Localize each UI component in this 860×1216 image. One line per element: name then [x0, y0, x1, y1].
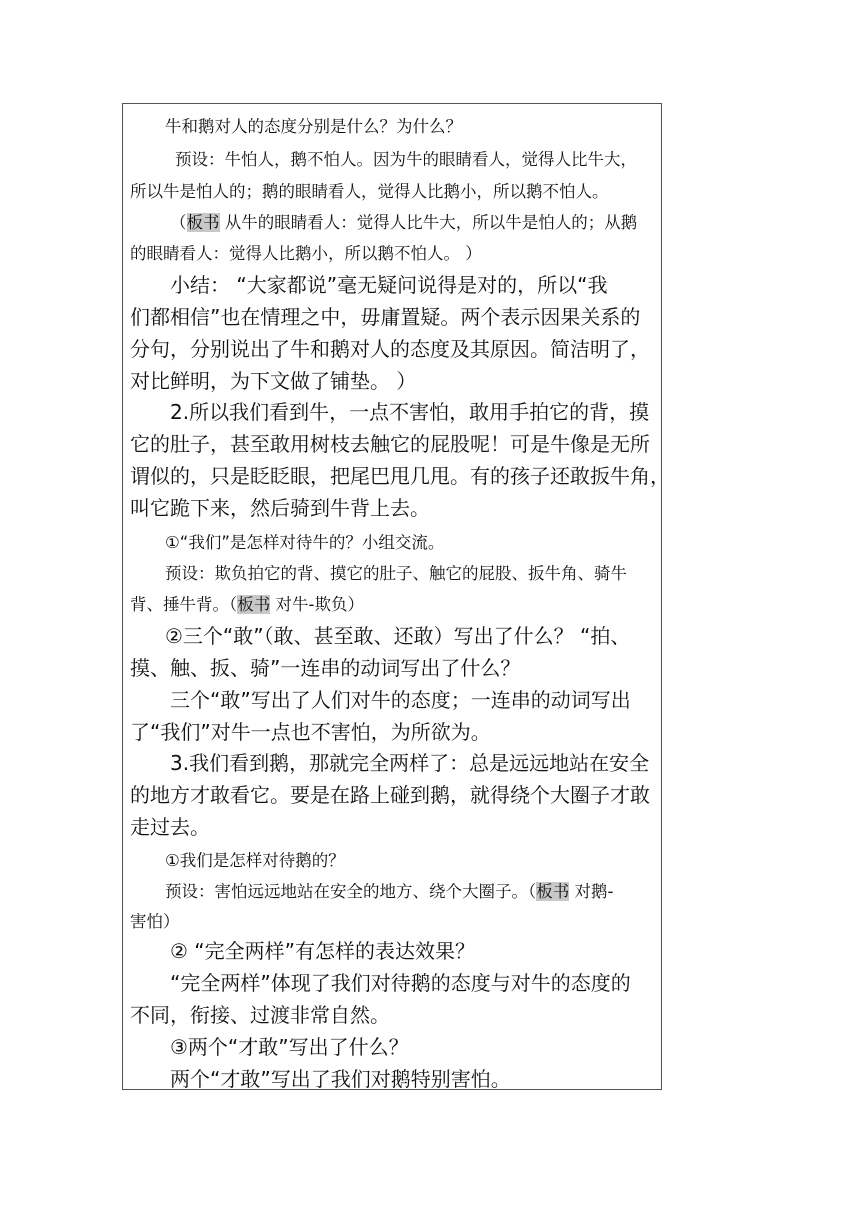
line-text: （: [170, 213, 187, 232]
text-line: [165, 560, 627, 584]
line-text: 的地方才敢看它。要是在路上碰到鹅，就得绕个大圈子才敢: [130, 783, 650, 807]
line-text: 2.所以我们看到牛，一点不害怕，敢用手拍它的背，摸: [170, 400, 650, 424]
text-line: [170, 967, 631, 996]
text-line: [130, 652, 520, 681]
text-line: [175, 146, 637, 170]
text-line: [130, 365, 416, 394]
line-text: ③两个“才敢”写出了什么？: [170, 1035, 409, 1059]
text-line: [170, 684, 631, 713]
text-line: [130, 811, 210, 840]
text-line: [170, 935, 475, 964]
text-line: [130, 591, 364, 615]
line-text: 摸、触、扳、骑”一连串的动词写出了什么？: [130, 656, 521, 680]
text-line: [165, 620, 630, 649]
line-text: 背、捶牛背。（: [130, 595, 238, 614]
text-line: [170, 1031, 409, 1060]
line-text: 预设：害怕远远地站在安全的地方、绕个大圈子。（: [165, 882, 537, 901]
board-note-tag: 板书: [237, 595, 271, 614]
line-text: ② “完全两样”有怎样的表达效果？: [170, 939, 476, 963]
line-text: 们都相信”也在情理之中，毋庸置疑。两个表示因果关系的: [130, 305, 641, 329]
text-line: [165, 878, 613, 902]
line-text: 谓似的，只是眨眨眼，把尾巴甩几甩。有的孩子还敢扳牛角，: [130, 464, 670, 488]
line-text-continued: 对鹅-: [569, 882, 614, 901]
line-text: 走过去。: [130, 815, 210, 839]
line-text: 害怕）: [130, 912, 180, 931]
line-text: 3.我们看到鹅，那就完全两样了：总是远远地站在安全: [170, 751, 650, 775]
line-text: 对比鲜明，为下文做了铺垫。 ）: [130, 369, 417, 393]
line-text: 的眼睛看人：觉得人比鹅小，所以鹅不怕人。 ）: [130, 244, 482, 263]
line-text-continued: 对牛-欺负）: [270, 595, 364, 614]
text-line: [130, 460, 670, 489]
line-text: ①“我们”是怎样对待牛的？小组交流。: [165, 533, 445, 552]
line-text: 两个“才敢”写出了我们对鹅特别害怕。: [170, 1067, 511, 1091]
text-line: [130, 779, 650, 808]
text-line: [170, 396, 649, 425]
board-note-tag: 板书: [536, 882, 570, 901]
line-text: ①我们是怎样对待鹅的？: [165, 851, 345, 870]
text-line: [165, 847, 345, 871]
line-text: “完全两样”体现了我们对待鹅的态度与对牛的态度的: [170, 971, 631, 995]
text-line: [130, 492, 430, 521]
text-line: [130, 301, 640, 330]
text-line: [130, 240, 482, 264]
line-text: 预设：牛怕人，鹅不怕人。因为牛的眼睛看人，觉得人比牛大，: [175, 150, 637, 169]
line-text: 分句，分别说出了牛和鹅对人的态度及其原因。简洁明了，: [130, 337, 650, 361]
line-text: 叫它跪下来，然后骑到牛背上去。: [130, 496, 430, 520]
text-line: [130, 428, 650, 457]
text-line: [170, 1063, 511, 1092]
text-line: [130, 716, 491, 745]
line-text: 它的肚子，甚至敢用树枝去触它的屁股呢！可是牛像是无所: [130, 432, 650, 456]
text-line: [130, 999, 390, 1028]
text-line: [170, 209, 637, 233]
board-note-tag: 板书: [186, 213, 220, 232]
text-line: [130, 178, 609, 202]
text-line: [170, 747, 649, 776]
line-text: 所以牛是怕人的；鹅的眼睛看人，觉得人比鹅小，所以鹅不怕人。: [130, 182, 609, 201]
line-text: ②三个“敢”（敢、甚至敢、还敢）写出了什么？ “拍、: [165, 624, 631, 648]
text-line: [130, 908, 180, 932]
line-text: 三个“敢”写出了人们对牛的态度；一连串的动词写出: [170, 688, 631, 712]
text-line: [130, 333, 650, 362]
line-text: 了“我们”对牛一点也不害怕，为所欲为。: [130, 720, 491, 744]
line-text: 牛和鹅对人的态度分别是什么？为什么？: [165, 117, 462, 136]
text-line: [165, 529, 444, 553]
text-line: [165, 113, 462, 137]
line-text: 预设：欺负拍它的背、摸它的肚子、触它的屁股、扳牛角、骑牛: [165, 564, 627, 583]
line-text: 不同，衔接、过渡非常自然。: [130, 1003, 390, 1027]
line-text: 小结： “大家都说”毫无疑问说得是对的，所以“我: [170, 273, 608, 297]
text-line: [170, 269, 607, 298]
line-text-continued: 从牛的眼睛看人：觉得人比牛大，所以牛是怕人的；从鹅: [219, 213, 638, 232]
